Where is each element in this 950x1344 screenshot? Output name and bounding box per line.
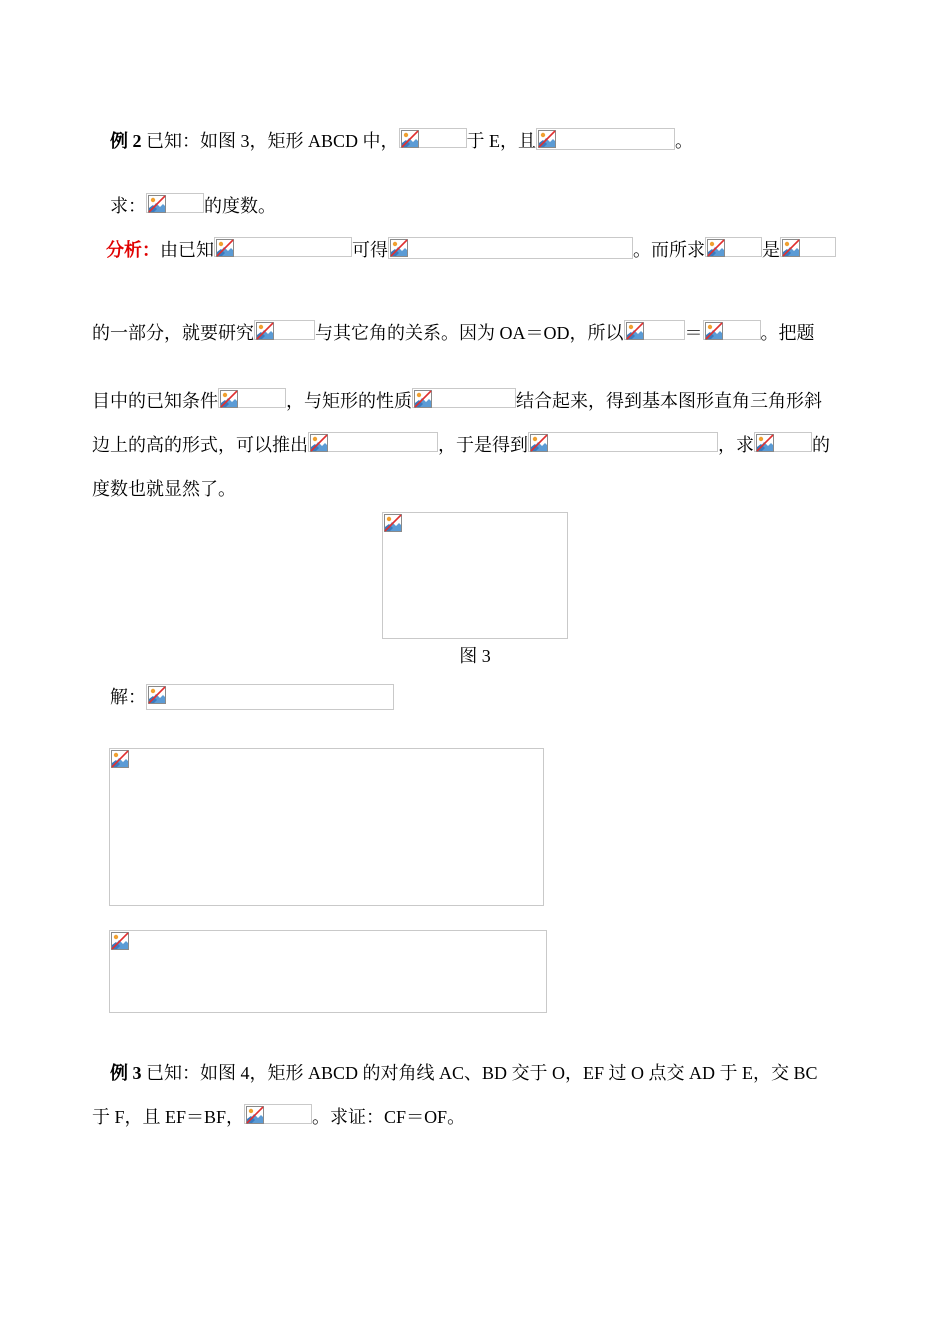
formula-image	[146, 193, 204, 213]
figure-3-caption: 图 3	[459, 646, 491, 666]
formula-image	[536, 128, 675, 150]
broken-image-icon	[220, 390, 238, 408]
broken-image-icon	[705, 322, 723, 340]
broken-image-icon	[216, 239, 234, 257]
example-2-question-a: 求：	[110, 196, 146, 216]
example-3-text-1: 已知：如图 4，矩形 ABCD 的对角线 AC、BD 交于 O，EF 过 O 点交 AD 于 E，交 BC	[141, 1063, 818, 1083]
broken-image-icon	[256, 322, 274, 340]
analysis-text-3b: ，与矩形的性质	[286, 391, 412, 411]
broken-image-icon	[756, 434, 774, 452]
formula-image	[214, 237, 352, 257]
analysis-text-4c: ，求	[718, 435, 754, 455]
formula-image	[705, 237, 762, 257]
broken-image-icon	[401, 130, 419, 148]
broken-image-icon	[111, 932, 129, 950]
solution-label: 解：	[110, 687, 146, 707]
figure-3-image	[382, 512, 568, 639]
broken-image-icon	[246, 1106, 264, 1124]
solution-line	[110, 684, 394, 710]
broken-image-icon	[390, 239, 408, 257]
example-2-label: 例 2	[110, 131, 142, 151]
analysis-line-4	[92, 432, 830, 458]
formula-image	[244, 1104, 312, 1124]
example-3-text-2b: 。求证：CF＝OF。	[312, 1107, 466, 1127]
analysis-text-1c: 。而所求	[633, 240, 705, 260]
example-2-text-b: 于 E，且	[466, 131, 537, 151]
example-3-text-2a: 于 F，且 EF＝BF，	[92, 1107, 245, 1127]
analysis-text-2c: ＝	[684, 323, 703, 343]
analysis-text-4a: 边上的高的形式，可以推出	[92, 435, 308, 455]
formula-image	[254, 320, 315, 340]
analysis-text-2b: 与其它角的关系。因为 OA＝OD，所以	[315, 323, 624, 343]
broken-image-icon	[626, 322, 644, 340]
broken-image-icon	[538, 130, 556, 148]
analysis-text-2d: 。把题	[760, 323, 815, 343]
formula-image	[624, 320, 685, 340]
analysis-line-2	[92, 320, 815, 346]
example-3-line-2	[92, 1104, 465, 1130]
analysis-line-5	[92, 476, 236, 502]
analysis-text-4b: ，于是得到	[438, 435, 528, 455]
formula-image	[399, 128, 467, 148]
analysis-text-4d: 的	[812, 435, 830, 455]
analysis-line-3	[92, 388, 822, 414]
analysis-line-1	[106, 237, 836, 263]
formula-image	[388, 237, 633, 259]
broken-image-icon	[111, 750, 129, 768]
broken-image-icon	[384, 514, 402, 532]
formula-image	[754, 432, 812, 452]
broken-image-icon	[530, 434, 548, 452]
example-2-line-2	[110, 193, 276, 219]
formula-image	[146, 684, 394, 710]
formula-image	[780, 237, 836, 257]
broken-image-icon	[707, 239, 725, 257]
example-2-line-1	[110, 128, 693, 154]
analysis-text-3a: 目中的已知条件	[92, 391, 218, 411]
solution-image-1	[109, 748, 544, 906]
formula-image	[308, 432, 438, 452]
broken-image-icon	[148, 195, 166, 213]
example-2-text-a: 已知：如图 3，矩形 ABCD 中，	[141, 131, 399, 151]
broken-image-icon	[414, 390, 432, 408]
analysis-text-1a: 由已知	[160, 240, 214, 260]
analysis-text-3c: 结合起来，得到基本图形直角三角形斜	[516, 391, 822, 411]
solution-image-2	[109, 930, 547, 1013]
broken-image-icon	[782, 239, 800, 257]
broken-image-icon	[148, 686, 166, 704]
analysis-label: 分析：	[106, 240, 160, 260]
analysis-text-1b: 可得	[352, 240, 388, 260]
example-2-text-c: 。	[675, 131, 694, 151]
formula-image	[703, 320, 761, 340]
analysis-text-5: 度数也就显然了。	[92, 479, 236, 499]
broken-image-icon	[310, 434, 328, 452]
example-3-line-1	[110, 1060, 818, 1086]
formula-image	[412, 388, 516, 408]
example-2-question-b: 的度数。	[204, 196, 276, 216]
analysis-text-1d: 是	[762, 240, 780, 260]
formula-image	[528, 432, 718, 452]
analysis-text-2a: 的一部分，就要研究	[92, 323, 254, 343]
example-3-label: 例 3	[110, 1063, 142, 1083]
formula-image	[218, 388, 286, 408]
